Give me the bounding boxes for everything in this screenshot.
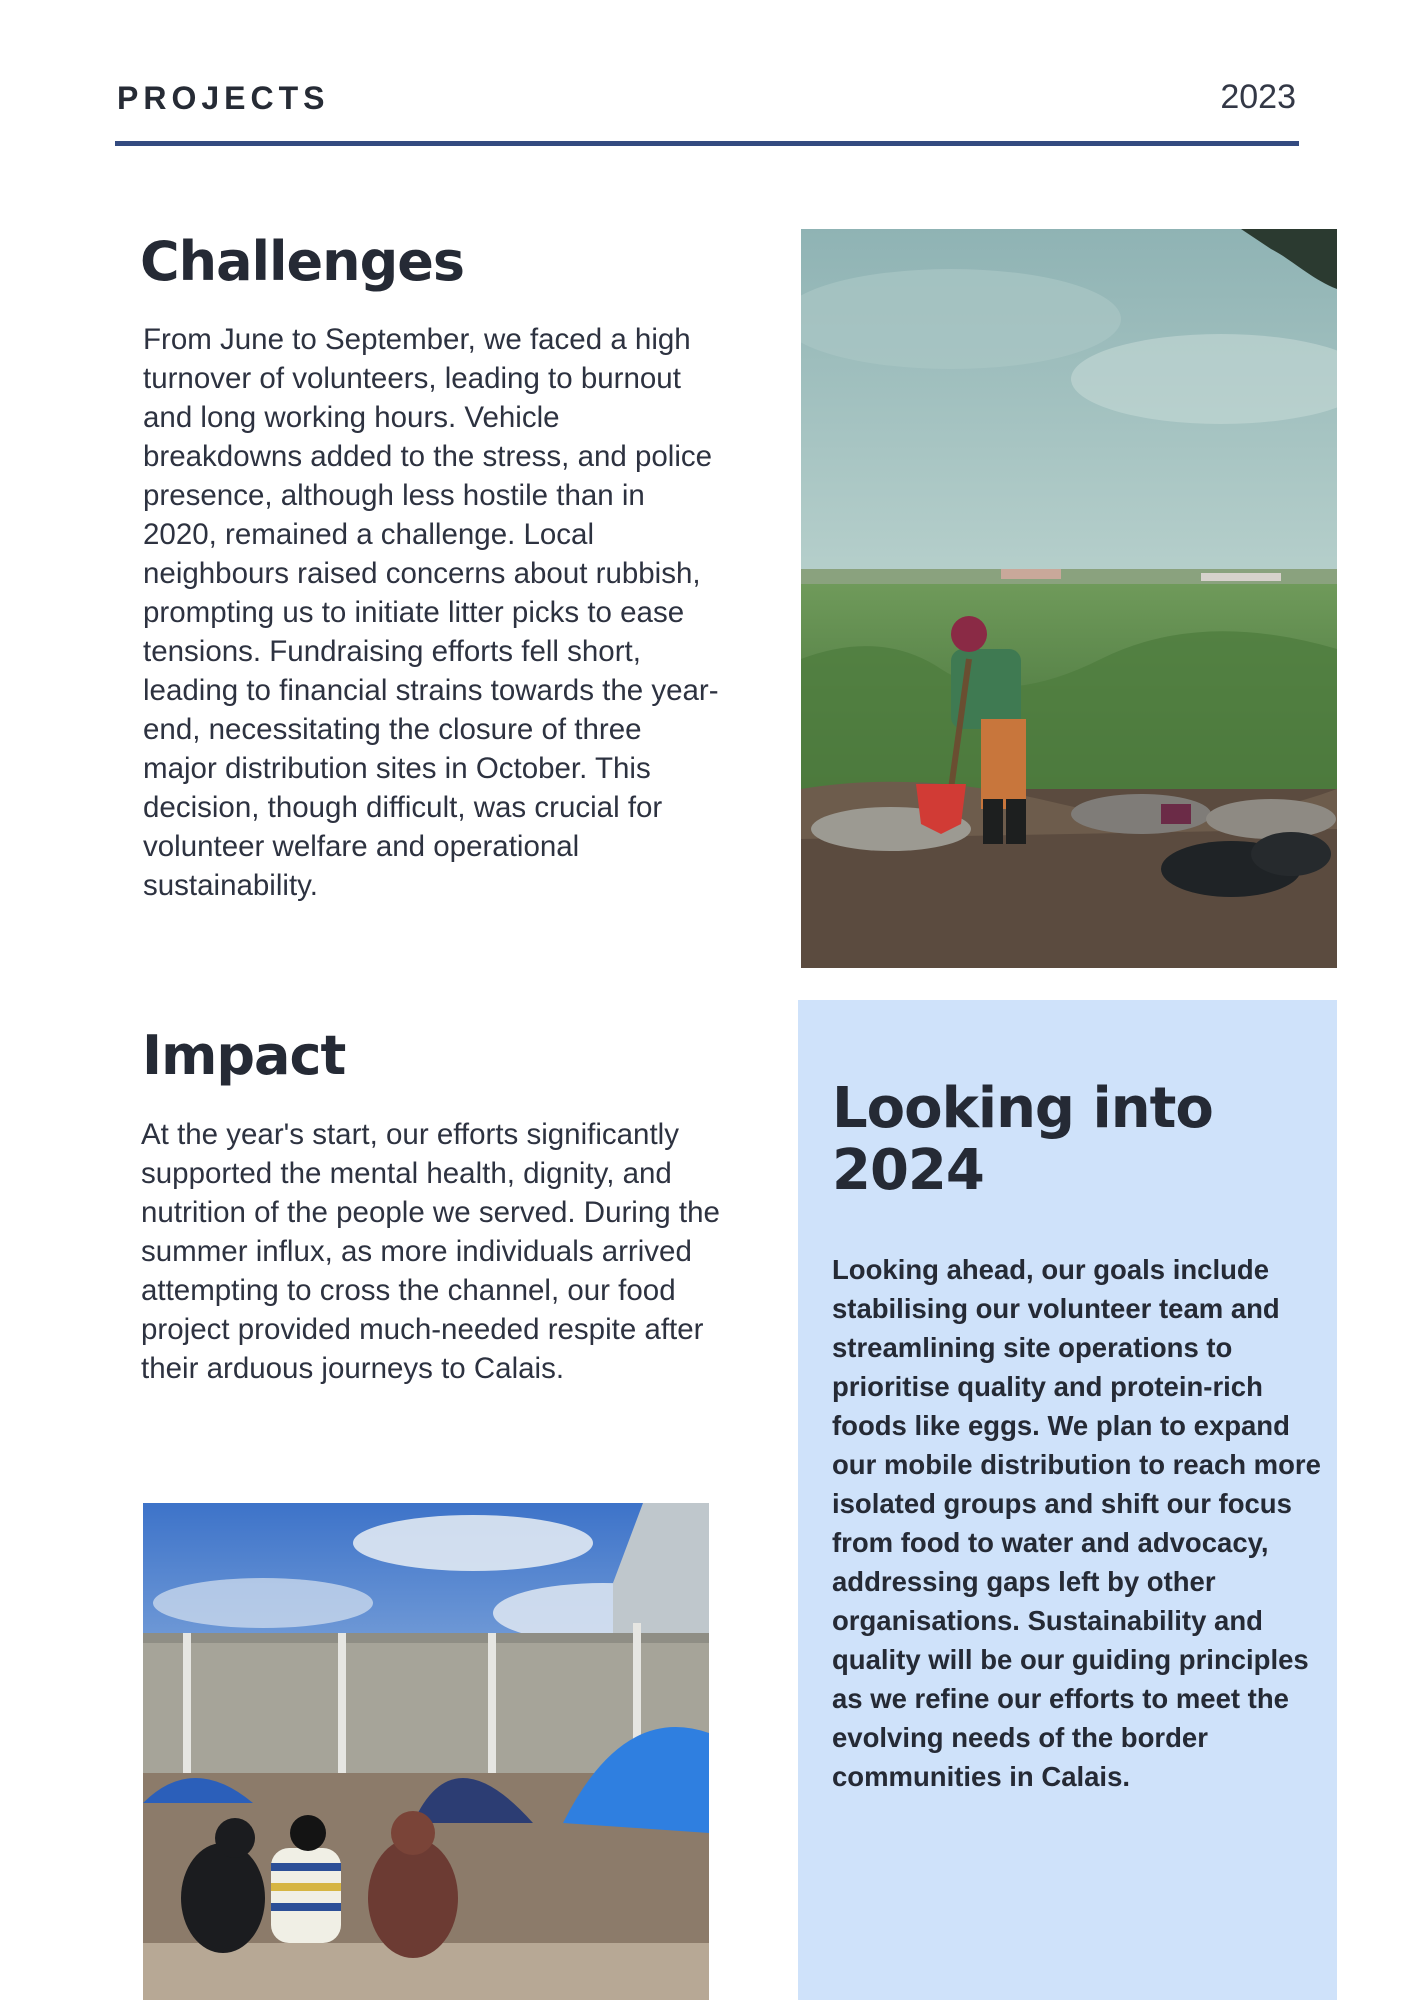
year-label: 2023 xyxy=(1220,78,1296,116)
challenges-text: From June to September, we faced a high turnover of volunteers, leading to burnout and long working hours. Vehicle breakdowns added to the stress, and police presence, although less hostile than in 2020, remained a challenge. Local neighbours raised concerns about rubbish, prompting us to initiate litter picks to ease tensions. Fundraising efforts fell short, leading to financial strains towards the year-end, necessitating the closure of three major distribution sites in October. This decision, though difficult, was crucial for volunteer welfare and operational sustainability. xyxy=(143,323,719,902)
outlook-heading: Looking into 2024 xyxy=(832,1076,1213,1203)
camp-photo xyxy=(143,1503,709,2000)
header-divider xyxy=(115,141,1299,146)
impact-heading: Impact xyxy=(142,1024,346,1087)
outlook-text: Looking ahead, our goals include stabilising our volunteer team and streamlining site operations to prioritise quality and protein-rich foods like eggs. We plan to expand our mobile distribution to reach more isolated groups and shift our focus from food to water and advocacy, addressing gaps left by other organisations. Sustainability and quality will be our guiding principles as we refine our efforts to meet the evolving needs of the border communities in Calais. xyxy=(832,1254,1321,1792)
litter-pick-photo xyxy=(801,229,1337,968)
impact-text: At the year's start, our efforts significantly supported the mental health, dignity, and nutrition of the people we served. During the summer influx, as more individuals arrived attempting to cross the channel, our food project provided much-needed respite after their arduous journeys to Calais. xyxy=(141,1118,720,1385)
challenges-heading: Challenges xyxy=(140,230,465,293)
section-label: PROJECTS xyxy=(117,80,330,116)
